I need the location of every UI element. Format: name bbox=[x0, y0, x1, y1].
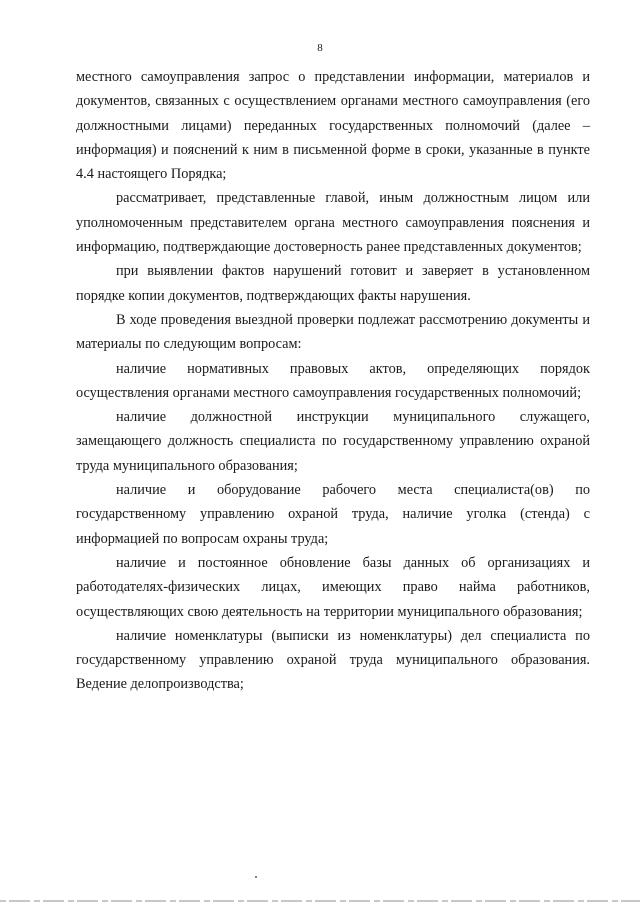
paragraph-workplace-equipment: наличие и оборудование рабочего места специалиста(ов) по государственному управлению охраной труда, наличие уголка (стенда) с информацией по вопросам охраны труда; bbox=[76, 482, 590, 547]
scan-speck bbox=[255, 876, 257, 878]
paragraph-job-description: наличие должностной инструкции муниципального служащего, замещающего должность специалиста по государственному управлению охраной труда муниципального образования; bbox=[76, 409, 590, 474]
paragraph-request-information: местного самоуправления запрос о представлении информации, материалов и документов, связанных с осуществлением органами местного самоуправления (его должностными лицами) переданных государственных полномочий (далее – информация) и пояснений к ним в письменной форме в сроки, указанные в пункте 4.4 настоящего Порядка; bbox=[76, 69, 590, 183]
paragraph-violations-copies: при выявлении фактов нарушений готовит и заверяет в установленном порядке копии документов, подтверждающих факты нарушения. bbox=[76, 263, 590, 304]
paragraph-employer-database: наличие и постоянное обновление базы данных об организациях и работодателях-физических лицах, имеющих право найма работников, осуществляющих свою деятельность на территории муниципального образования; bbox=[76, 554, 590, 620]
page-number: 8 bbox=[317, 42, 323, 54]
paragraph-normative-acts: наличие нормативных правовых актов, определяющих порядок осуществления органами местного самоуправления государственных полномочий; bbox=[76, 360, 590, 401]
document-body bbox=[76, 65, 590, 697]
paragraph-nomenclature: наличие номенклатуры (выписки из номенклатуры) дел специалиста по государственному управлению охраной труда муниципального образования. Ведение делопроизводства; bbox=[76, 627, 590, 693]
paragraph-onsite-inspection-scope: В ходе проведения выездной проверки подлежат рассмотрению документы и материалы по следующим вопросам: bbox=[76, 311, 590, 353]
paragraph-reviews-explanations: рассматривает, представленные главой, иным должностным лицом или уполномоченным представителем органа местного самоуправления пояснения и информацию, подтверждающие достоверность ранее представленных документов; bbox=[76, 190, 590, 256]
scan-bottom-edge bbox=[0, 900, 640, 902]
